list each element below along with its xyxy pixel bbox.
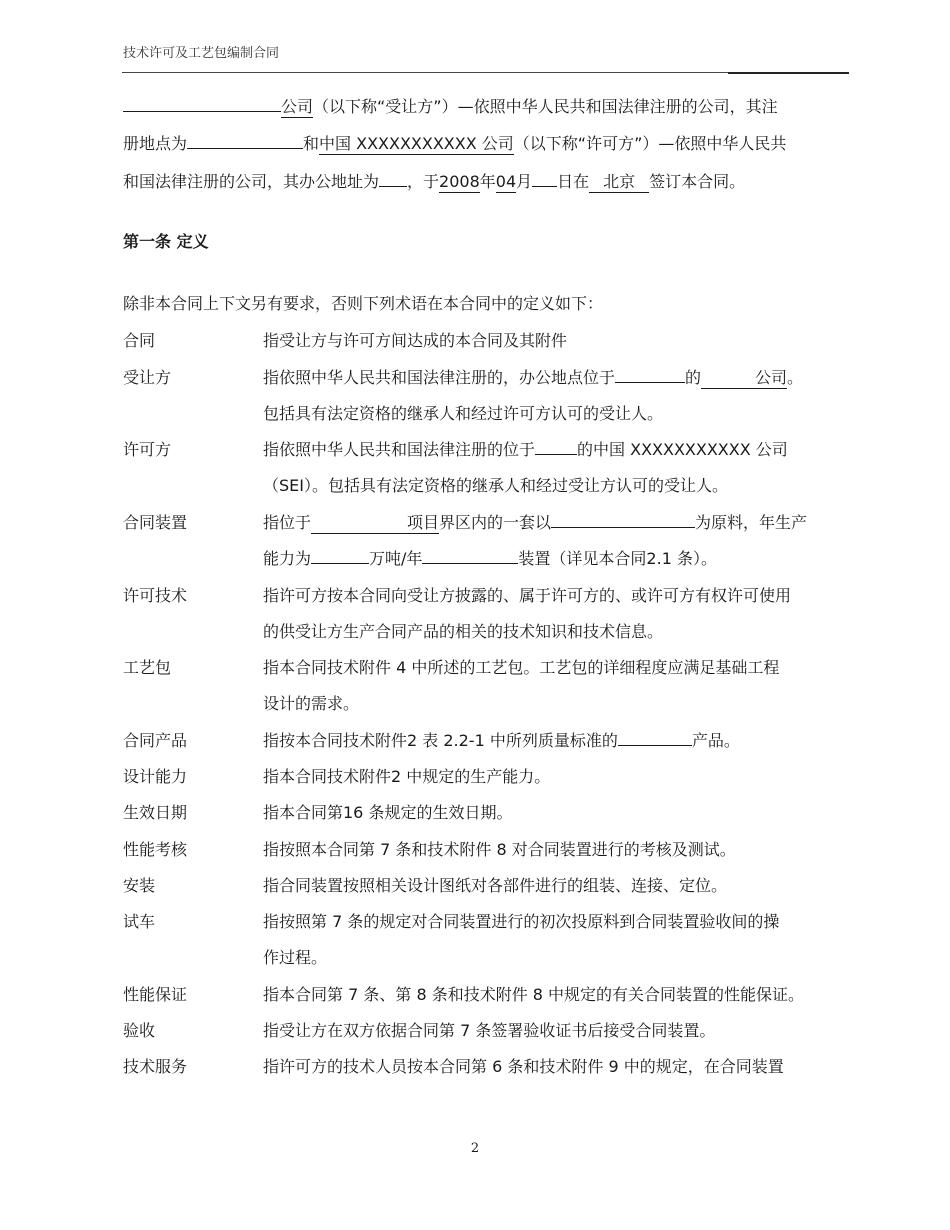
intro-text: 月 [516,172,533,191]
def-text: 万吨/年 [369,549,423,568]
intro-text: 册地点为 [123,134,188,153]
term-performance-guarantee: 性能保证 [123,985,188,1004]
sign-month: 04 [495,172,517,191]
def-trial-run-line-1: 指按照第 7 条的规定对合同装置进行的初次投原料到合同装置验收间的操 [263,912,780,931]
def-licensor-line-1 [263,439,788,461]
term-licensee: 受让方 [123,368,172,387]
intro-text: （以下称“受让方”）—依照中华人民共和国法律注册的公司，其注 [313,97,778,116]
def-guarantee: 指本合同第 7 条、第 8 条和技术附件 8 中规定的有关合同装置的性能保证。 [263,985,805,1004]
product-name-blank [618,745,692,746]
def-capacity: 指本合同技术附件2 中规定的生产能力。 [263,767,551,786]
term-contract: 合同 [123,331,156,350]
page-number: 2 [470,1141,480,1156]
sign-day-blank [532,186,557,187]
def-text: 能力为 [263,549,312,568]
term-plant: 合同装置 [123,513,188,532]
def-plant-line-2 [263,548,717,570]
intro-text: 日在 [557,172,590,191]
def-text: 界区内的一套以 [439,513,552,532]
licensor-location-blank [535,454,577,455]
intro-text: 和国法律注册的公司，其办公地址为 [123,172,380,191]
def-text: 指位于 [263,513,312,532]
def-package-line-1: 指本合同技术附件 4 中所述的工艺包。工艺包的详细程度应满足基础工程 [263,658,780,677]
article-1-heading: 第一条 定义 [123,232,209,251]
feedstock-blank [551,527,695,528]
def-licensor-line-2: （SEI）。包括具有法定资格的继承人和经过受让方认可的受让人。 [263,476,728,495]
def-plant-line-1 [263,512,807,534]
term-contract-product: 合同产品 [123,731,188,750]
def-text: 指按本合同技术附件2 表 2.2-1 中所列质量标准的 [263,731,618,750]
sign-year: 2008 [439,172,480,191]
term-technical-service: 技术服务 [123,1057,188,1076]
term-licensed-technology: 许可技术 [123,586,188,605]
licensee-name-blank [123,111,281,112]
plant-type-blank [422,563,518,564]
def-licensee-line-2: 包括具有法定资格的继承人和经过许可方认可的受让人。 [263,404,664,423]
def-text: 指依照中华人民共和国法律注册的，办公地点位于 [263,368,616,387]
project-location-blank [311,513,439,534]
intro-text: ，于 [407,172,440,191]
def-text: 装置（详见本合同2.1 条）。 [518,549,717,568]
definitions-lead: 除非本合同上下文另有要求，否则下列术语在本合同中的定义如下： [123,294,604,313]
intro-line-3 [123,171,745,193]
licensor-name: 中国 XXXXXXXXXXX 公司 [319,134,514,153]
def-service: 指许可方的技术人员按本合同第 6 条和技术附件 9 中的规定，在合同装置 [263,1057,784,1076]
def-performance-test: 指按照本合同第 7 条和技术附件 8 对合同装置进行的考核及测试。 [263,840,736,859]
term-process-package: 工艺包 [123,658,172,677]
def-text: 的中国 XXXXXXXXXXX 公司 [577,440,788,459]
def-trial-run-line-2: 作过程。 [263,948,328,967]
intro-line-2 [123,133,786,155]
term-performance-test: 性能考核 [123,840,188,859]
running-header-title: 技术许可及工艺包编制合同 [123,46,280,61]
intro-line-1 [123,96,778,118]
term-effective-date: 生效日期 [123,803,188,822]
term-installation: 安装 [123,876,156,895]
sign-city: 北京 [589,172,649,193]
def-text: 指依照中华人民共和国法律注册的位于 [263,440,536,459]
def-text: 的 [685,368,702,387]
term-design-capacity: 设计能力 [123,767,188,786]
def-text: 公司 [755,368,788,387]
def-text: 。 [787,368,804,387]
registration-place-blank [187,148,303,149]
intro-text: 签订本合同。 [649,172,746,191]
def-licensee-line-1 [263,367,803,389]
def-text: 为原料，年生产 [695,513,808,532]
def-text: 产品。 [691,731,740,750]
intro-text: 和 [303,134,320,153]
def-product [263,730,740,752]
capacity-blank [311,563,369,564]
header-rule-accent [728,72,849,74]
def-effective-date: 指本合同第16 条规定的生效日期。 [263,803,513,822]
def-tech-line-1: 指许可方按本合同向受让方披露的、属于许可方的、或许可方有权许可使用 [263,586,792,605]
term-acceptance: 验收 [123,1021,156,1040]
def-installation: 指合同装置按照相关设计图纸对各部件进行的组装、连接、定位。 [263,876,728,895]
def-acceptance: 指受让方在双方依据合同第 7 条签署验收证书后接受合同装置。 [263,1021,716,1040]
office-address-blank [379,186,407,187]
licensee-company-label: 公司 [281,97,314,116]
def-contract: 指受让方与许可方间达成的本合同及其附件 [263,331,568,350]
intro-text: 年 [479,172,496,191]
def-package-line-2: 设计的需求。 [263,694,360,713]
intro-text: （以下称“许可方”）—依照中华人民共 [513,134,787,153]
licensee-location-blank [615,382,685,383]
term-trial-run: 试车 [123,912,156,931]
def-tech-line-2: 的供受让方生产合同产品的相关的技术知识和技术信息。 [263,622,664,641]
def-text: 项目 [407,513,440,532]
licensee-company-blank [701,368,787,389]
term-licensor: 许可方 [123,440,172,459]
